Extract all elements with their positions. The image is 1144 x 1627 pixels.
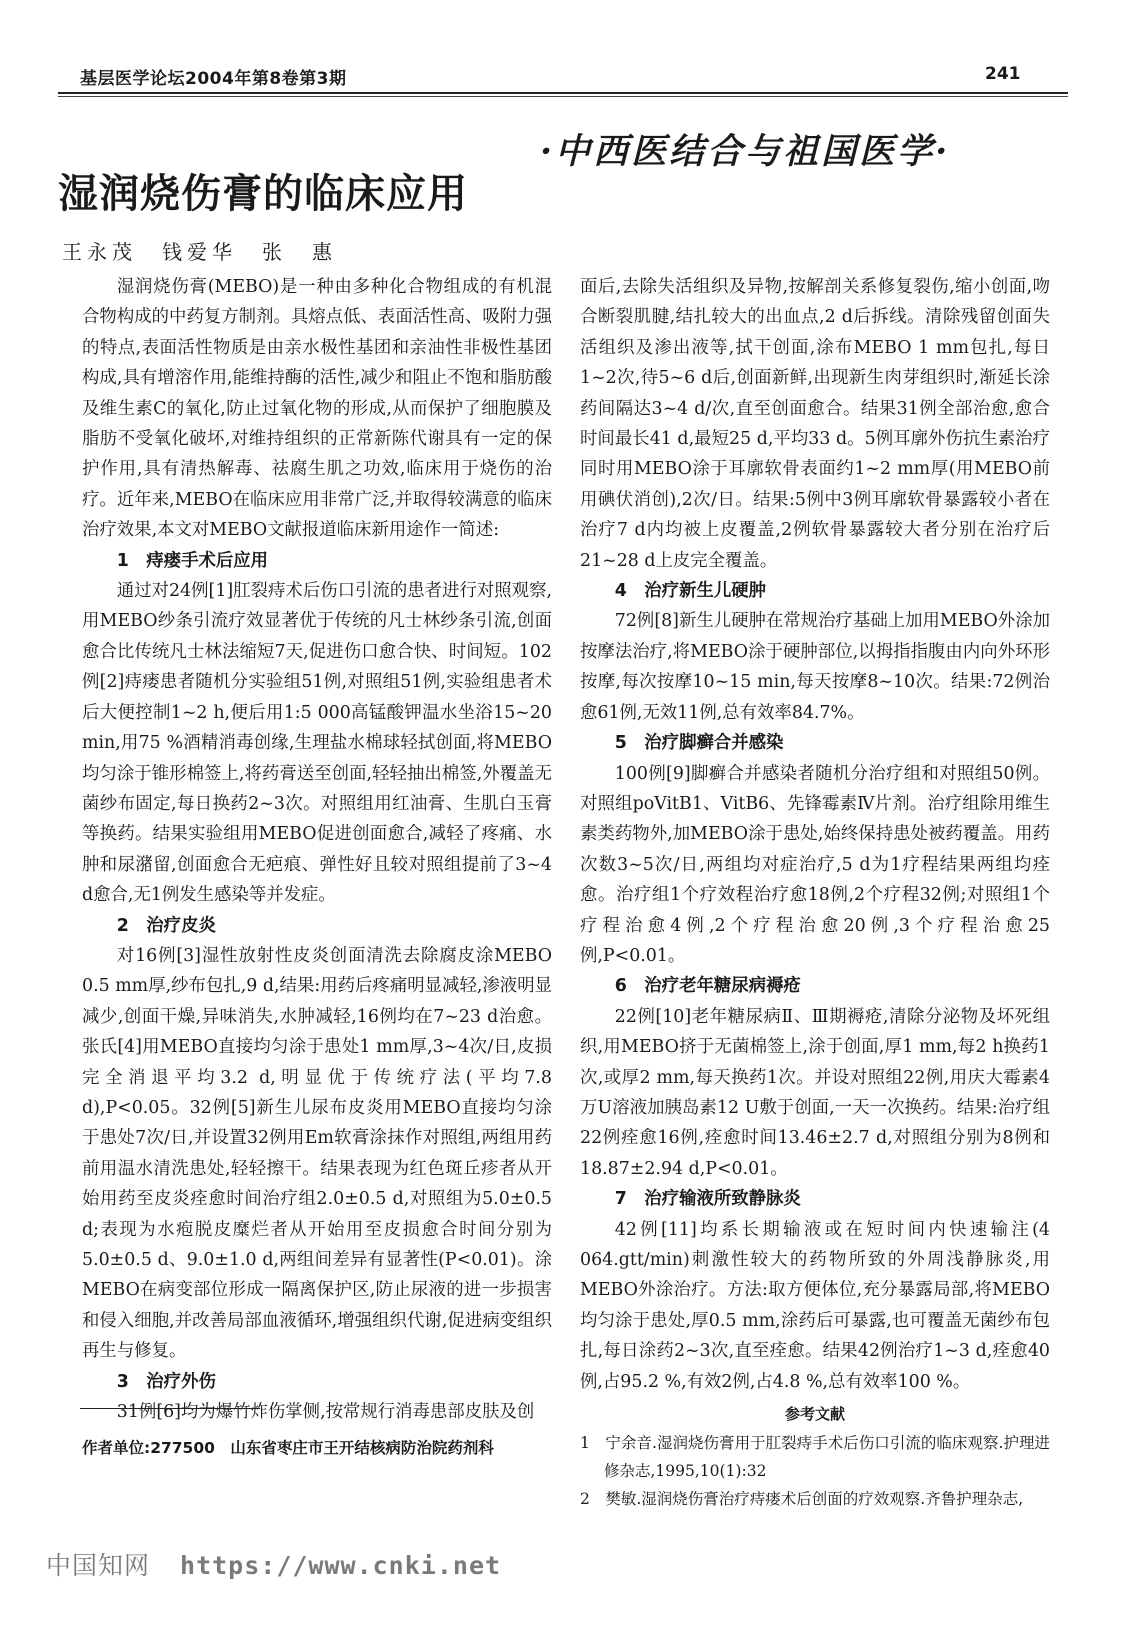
section-3-paragraph-continued: 面后,去除失活组织及异物,按解剖关系修复裂伤,缩小创面,吻合断裂肌腱,结扎较大的出血点,2 d后拆线。清除残留创面失活组织及渗出液等,拭干创面,涂布MEBO 1 mm包扎,每日1~2次,待5~6 d后,创面新鲜,出现新生肉芽组织时,渐延长涂药间隔达3~4 d/次,直至创面愈合。结果31例全部治愈,愈合时间最长41 d,最短25 d,平均33 d。5例耳廓外伤抗生素治疗同时用MEBO涂于耳廓软骨表面约1~2 mm厚(用MEBO前用碘伏消创),2次/日。结果:5例中3例耳廓软骨暴露较小者在治疗7 d内均被上皮覆盖,2例软骨暴露较大者分别在治疗后21~28 d上皮完全覆盖。 xyxy=(580,277,1050,571)
section-5-paragraph: 100例[9]脚癣合并感染者随机分治疗组和对照组50例。对照组poVitB1、VitB6、先锋霉素Ⅳ片剂。治疗组除用维生素类药物外,加MEBO涂于患处,始终保持患处被药覆盖。用药次数3~5次/日,两组均对症治疗,5 d为1疗程结果两组均痊愈。治疗组1个疗效程治疗愈18例,2个疗程32例;对照组1个疗程治愈4例,2个疗程治愈20例,3个疗程治愈25例,P<0.01。 xyxy=(580,763,1050,966)
left-column xyxy=(82,272,552,1427)
section-6-paragraph: 22例[10]老年糖尿病Ⅱ、Ⅲ期褥疮,清除分泌物及坏死组织,用MEBO挤于无菌棉签上,涂于创面,厚1 mm,每2 h换药1次,或厚2 mm,每天换药1次。并设对照组22例,用庆大霉素4万U溶液加胰岛素12 U敷于创面,一天一次换药。结果:治疗组22例痊愈16例,痊愈时间13.46±2.7 d,对照组分别为8例和18.87±2.94 d,P<0.01。 xyxy=(580,1006,1050,1179)
reference-item: 2 樊敏.湿润烧伤膏治疗痔瘘术后创面的疗效观察.齐鲁护理杂志, xyxy=(580,1490,1024,1509)
section-2-paragraph: 对16例[3]湿性放射性皮炎创面清洗去除腐皮涂MEBO 0.5 mm厚,纱布包扎,9 d,结果:用药后疼痛明显减轻,渗液明显减少,创面干燥,异味消失,水肿减轻,16例均在7~23 d治愈。张氏[4]用MEBO直接均匀涂于患处1 mm厚,3~4次/日,皮损完全消退平均3.2 d,明显优于传统疗法(平均7.8 d),P<0.05。32例[5]新生儿尿布皮炎用MEBO直接均匀涂于患处7次/日,并设置32例用Em软膏涂抹作对照组,两组用药前用温水清洗患处,轻轻擦干。结果表现为红色斑丘疹者从开始用药至皮炎痊愈时间治疗组2.0±0.5 d,对照组为5.0±0.5 d;表现为水疱脱皮糜烂者从开始用至皮损愈合时间分别为5.0±0.5 d、9.0±1.0 d,两组间差异有显著性(P<0.01)。涂MEBO在病变部位形成一隔离保护区,防止尿液的进一步损害和侵入细胞,并改善局部血液循环,增强组织代谢,促进病变组织再生与修复。 xyxy=(82,945,552,1362)
reference-item: 1 宁余音.湿润烧伤膏用于肛裂痔手术后伤口引流的临床观察.护理进修杂志,1995,10(1):32 xyxy=(580,1434,1050,1481)
column-tag: ·中西医结合与祖国医学· xyxy=(540,131,951,172)
section-3-heading: 3 治疗外伤 xyxy=(116,1371,216,1392)
footnote-rule xyxy=(80,1408,260,1409)
right-column xyxy=(580,272,1050,1513)
section-3-paragraph: 31例[6]均为爆竹炸伤掌侧,按常规行消毒患部皮肤及创 xyxy=(116,1402,535,1423)
page-number: 241 xyxy=(985,64,1021,84)
article-authors: 王永茂 钱爱华 张 惠 xyxy=(62,240,337,264)
watermark-url: https://www.cnki.net xyxy=(180,1551,502,1580)
author-affiliation: 作者单位:277500 山东省枣庄市王开结核病防治院药剂科 xyxy=(82,1439,494,1457)
journal-header: 基层医学论坛2004年第8卷第3期 xyxy=(80,69,347,89)
article-title: 湿润烧伤膏的临床应用 xyxy=(58,171,468,217)
intro-paragraph: 湿润烧伤膏(MEBO)是一种由多种化合物组成的有机混合物构成的中药复方制剂。具熔点低、表面活性高、吸附力强的特点,表面活性物质是由亲水极性基团和亲油性非极性基团构成,具有增溶作用,能维持酶的活性,减少和阻止不饱和脂肪酸及维生素C的氧化,防止过氧化物的形成,从而保护了细胞膜及脂肪不受氧化破坏,对维持组织的正常新陈代谢具有一定的保护作用,具有清热解毒、祛腐生肌之功效,临床用于烧伤的治疗。近年来,MEBO在临床应用非常广泛,并取得较满意的临床治疗效果,本文对MEBO文献报道临床新用途作一简述: xyxy=(82,277,552,541)
references-heading: 参考文献 xyxy=(784,1405,845,1424)
section-7-paragraph: 42例[11]均系长期输液或在短时间内快速输注(4 064.gtt/min)刺激性较大的药物所致的外周浅静脉炎,用MEBO外涂治疗。方法:取方便体位,充分暴露局部,将MEBO均匀涂于患处,厚0.5 mm,涂药后可暴露,也可覆盖无菌纱布包扎,每日涂药2~3次,直至痊愈。结果42例治疗1~3 d,痊愈40例,占95.2 %,有效2例,占4.8 %,总有效率100 %。 xyxy=(580,1219,1050,1392)
section-2-heading: 2 治疗皮炎 xyxy=(116,915,216,936)
section-5-heading: 5 治疗脚癣合并感染 xyxy=(614,733,784,754)
section-4-paragraph: 72例[8]新生儿硬肿在常规治疗基础上加用MEBO外涂加按摩法治疗,将MEBO涂于硬肿部位,以拇指指腹由内向外环形按摩,每次按摩10~15 min,每天按摩8~10次。结果:72例治愈61例,无效11例,总有效率84.7%。 xyxy=(580,611,1050,723)
cnki-watermark xyxy=(46,1546,501,1582)
section-6-heading: 6 治疗老年糖尿病褥疮 xyxy=(614,976,801,997)
section-7-heading: 7 治疗输液所致静脉炎 xyxy=(614,1189,801,1210)
section-4-heading: 4 治疗新生儿硬肿 xyxy=(614,581,767,602)
watermark-text: 中国知网 xyxy=(46,1551,151,1580)
section-1-paragraph: 通过对24例[1]肛裂痔术后伤口引流的患者进行对照观察,用MEBO纱条引流疗效显著优于传统的凡士林纱条引流,创面愈合比传统凡士林法缩短7天,促进伤口愈合快、时间短。102例[2]痔瘘患者随机分实验组51例,对照组51例,实验组患者术后大便控制1~2 h,便后用1:5 000高锰酸钾温水坐浴15~20 min,用75 %酒精消毒创缘,生理盐水棉球轻拭创面,将MEBO均匀涂于锥形棉签上,将药膏送至创面,轻轻抽出棉签,外覆盖无菌纱布固定,每日换药2~3次。对照组用红油膏、生肌白玉膏等换药。结果实验组用MEBO促进创面愈合,减轻了疼痛、水肿和尿潴留,创面愈合无疤痕、弹性好且较对照组提前了3~4 d愈合,无1例发生感染等并发症。 xyxy=(82,581,552,906)
header-rule xyxy=(58,92,1068,94)
header-rule-thin xyxy=(58,96,1068,97)
section-1-heading: 1 痔瘘手术后应用 xyxy=(116,550,269,571)
